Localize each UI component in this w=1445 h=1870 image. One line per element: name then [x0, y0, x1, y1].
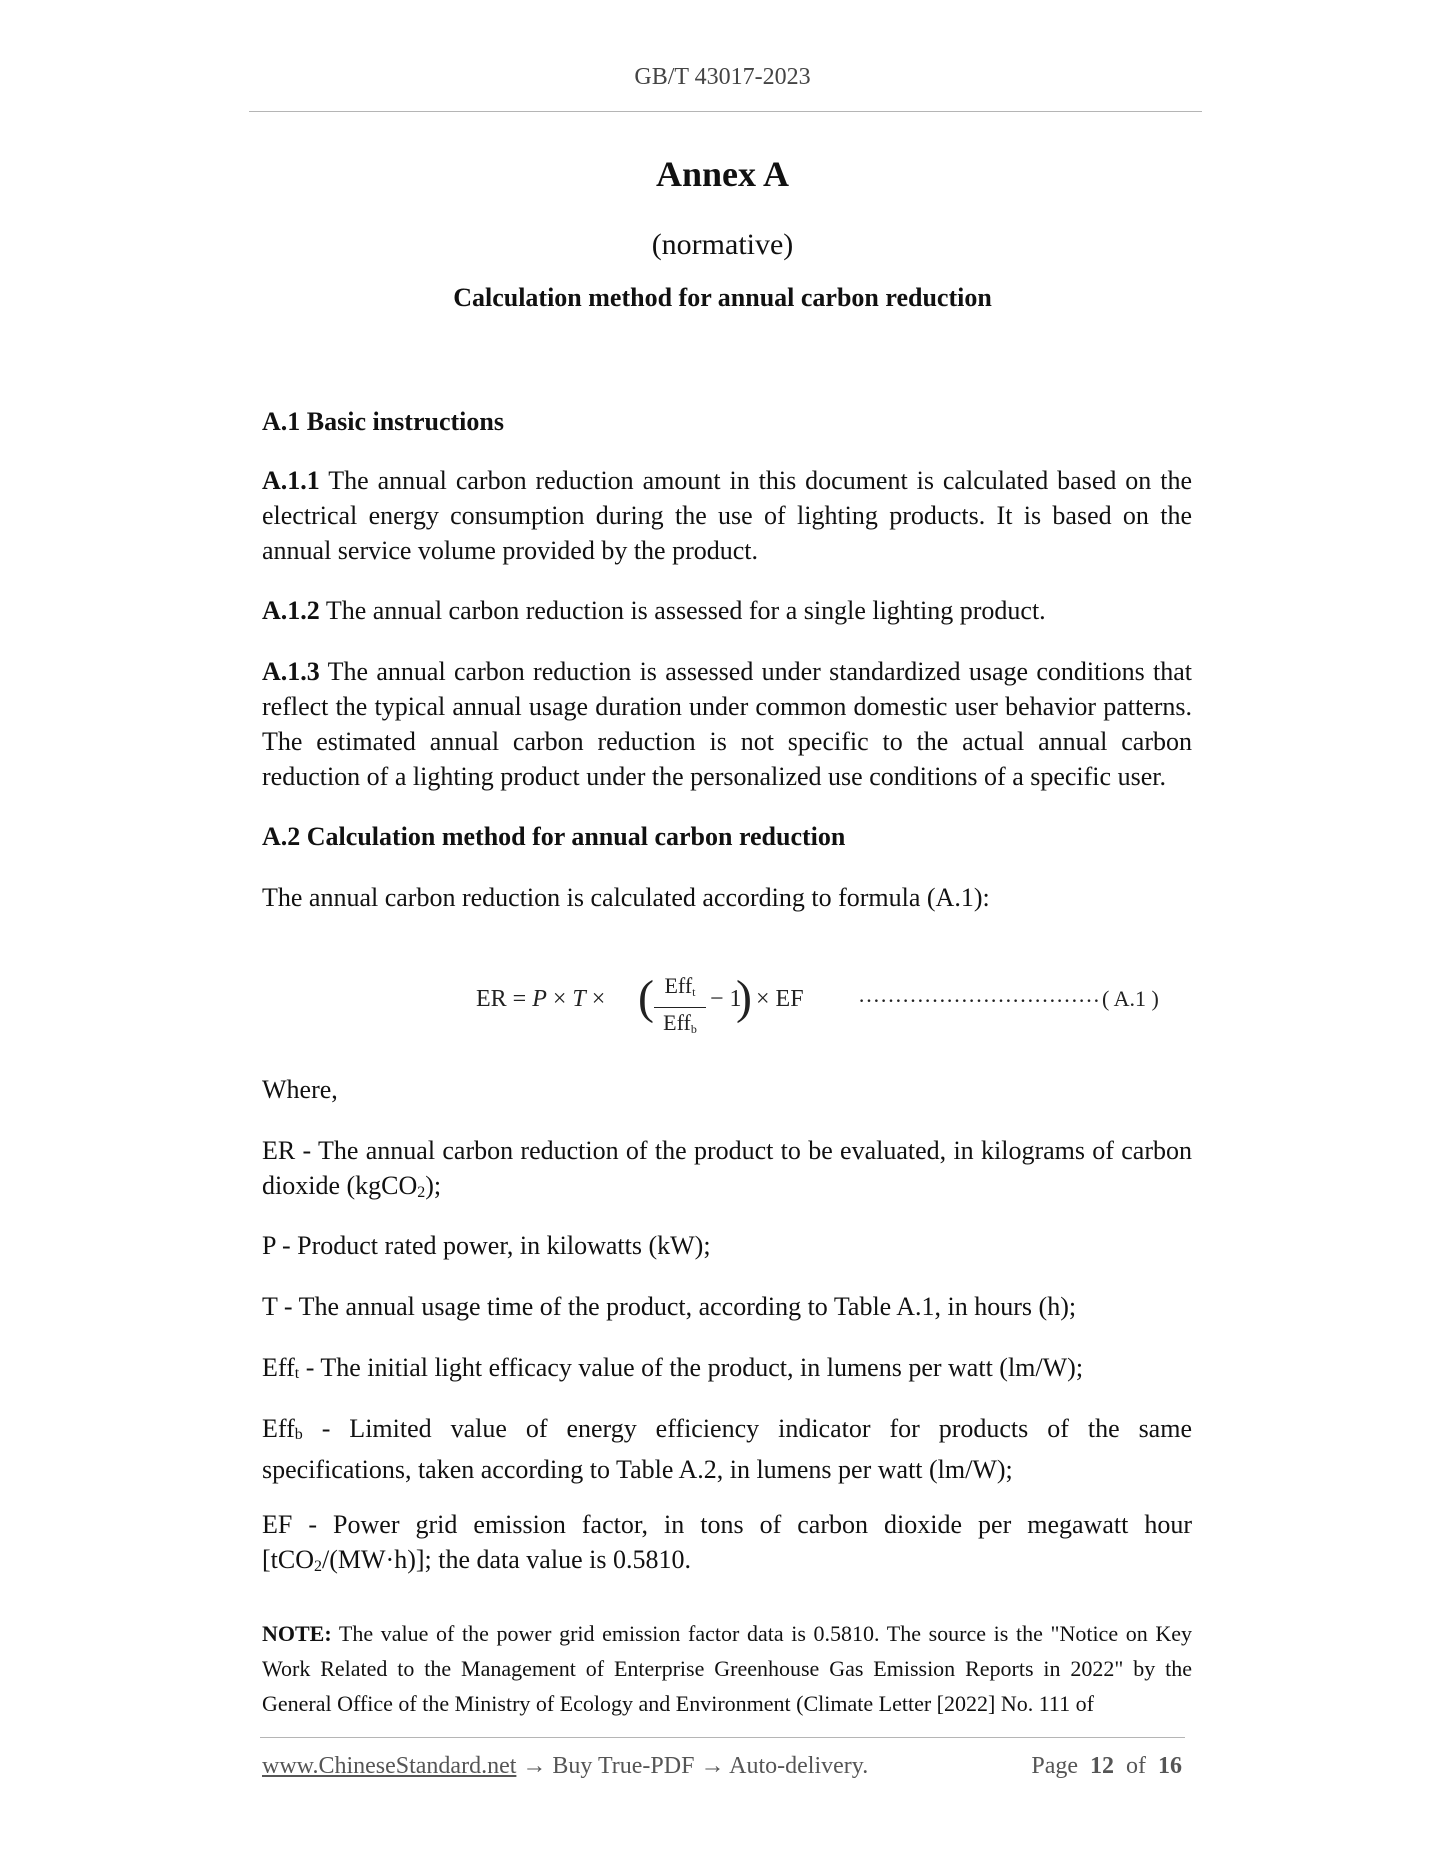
definition-ef: EF - Power grid emission factor, in tons of carbon dioxide per megawatt hour [tCO2/(MW·h)]; the data value is 0.5810.	[262, 1510, 1192, 1575]
note-paragraph	[262, 1616, 1192, 1721]
arrow-right-icon: →	[516, 1753, 553, 1779]
formula-a1	[476, 970, 1196, 1034]
note-text: The value of the power grid emission factor data is 0.5810. The source is the "Notice on Key Work Related to the Management of Enterprise Greenhouse Gas Emission Reports in 2022" by the General Office of the Ministry of Ecology and Environment (Climate Letter [2022] No. 111 of	[262, 1621, 1192, 1716]
clause-text: The annual carbon reduction is assessed under standardized usage conditions that reflect the typical annual usage duration under common domestic user behavior patterns. The estimated annual carbon reduction is not specific to the actual annual carbon reduction of a lighting product under the personalized use conditions of a specific user.	[262, 657, 1193, 791]
note-label: NOTE:	[262, 1621, 332, 1646]
total-pages: 16	[1158, 1753, 1182, 1779]
formula-paren-open: (	[638, 971, 654, 1024]
formula-paren-close: )	[736, 971, 752, 1024]
paragraph-a1-3	[262, 654, 1192, 794]
definition-t: T - The annual usage time of the product, according to Table A.1, in hours (h);	[262, 1292, 1077, 1321]
buy-pdf-text: Buy True-PDF	[552, 1753, 695, 1779]
definition-er: ER - The annual carbon reduction of the product to be evaluated, in kilograms of carbon dioxide (kgCO2);	[262, 1136, 1192, 1201]
clause-text: The annual carbon reduction is assessed for a single lighting product.	[325, 596, 1046, 625]
footer-promo	[262, 1753, 868, 1780]
annex-subtitle: (normative)	[651, 228, 794, 261]
clause-text: The annual carbon reduction amount in this document is calculated based on the electrical energy consumption during the use of lighting products. It is based on the annual service volume provided by the product.	[262, 466, 1192, 565]
paragraph-a1-1	[262, 463, 1192, 568]
formula-rhs: × EF	[756, 986, 804, 1012]
fraction-numerator: Efft	[664, 973, 696, 999]
section-a2-heading: A.2 Calculation method for annual carbon reduction	[262, 822, 846, 851]
clause-label: A.1.2	[262, 596, 320, 625]
fraction-denominator: Effb	[663, 1010, 697, 1036]
formula-lhs: ER = P × T ×	[476, 986, 606, 1012]
header-divider	[249, 111, 1202, 112]
annex-title: Annex A	[655, 154, 790, 194]
section-a1-heading: A.1 Basic instructions	[262, 407, 504, 436]
footer-divider	[260, 1737, 1185, 1738]
formula-minus-one: − 1	[710, 986, 742, 1012]
clause-label: A.1.1	[262, 466, 320, 495]
formula-number: ( A.1 )	[1102, 986, 1159, 1011]
annex-heading: Calculation method for annual carbon reduction	[453, 283, 992, 312]
current-page: 12	[1090, 1753, 1114, 1779]
website-link[interactable]: www.ChineseStandard.net	[262, 1753, 517, 1779]
definition-efft: Efft - The initial light efficacy value of the product, in lumens per watt (lm/W);	[262, 1353, 1084, 1382]
formula-leader-dots: ……………………………	[858, 982, 1100, 1007]
where-label: Where,	[262, 1075, 338, 1104]
clause-label: A.1.3	[262, 657, 320, 686]
fraction-bar	[654, 1007, 706, 1008]
page-indicator: Page 12 of 16	[1031, 1753, 1182, 1779]
auto-delivery-text: Auto-delivery.	[729, 1753, 869, 1779]
document-code-header: GB/T 43017-2023	[634, 64, 811, 90]
formula-fraction	[654, 972, 706, 1043]
definition-p: P - Product rated power, in kilowatts (kW);	[262, 1231, 711, 1260]
arrow-right-icon: →	[694, 1753, 730, 1779]
paragraph-a1-2	[262, 593, 1192, 628]
definition-effb: Effb - Limited value of energy efficiency indicator for products of the same specifications, taken according to Table A.2, in lumens per watt (lm/W);	[262, 1414, 1192, 1484]
formula-intro: The annual carbon reduction is calculated according to formula (A.1):	[262, 883, 990, 912]
